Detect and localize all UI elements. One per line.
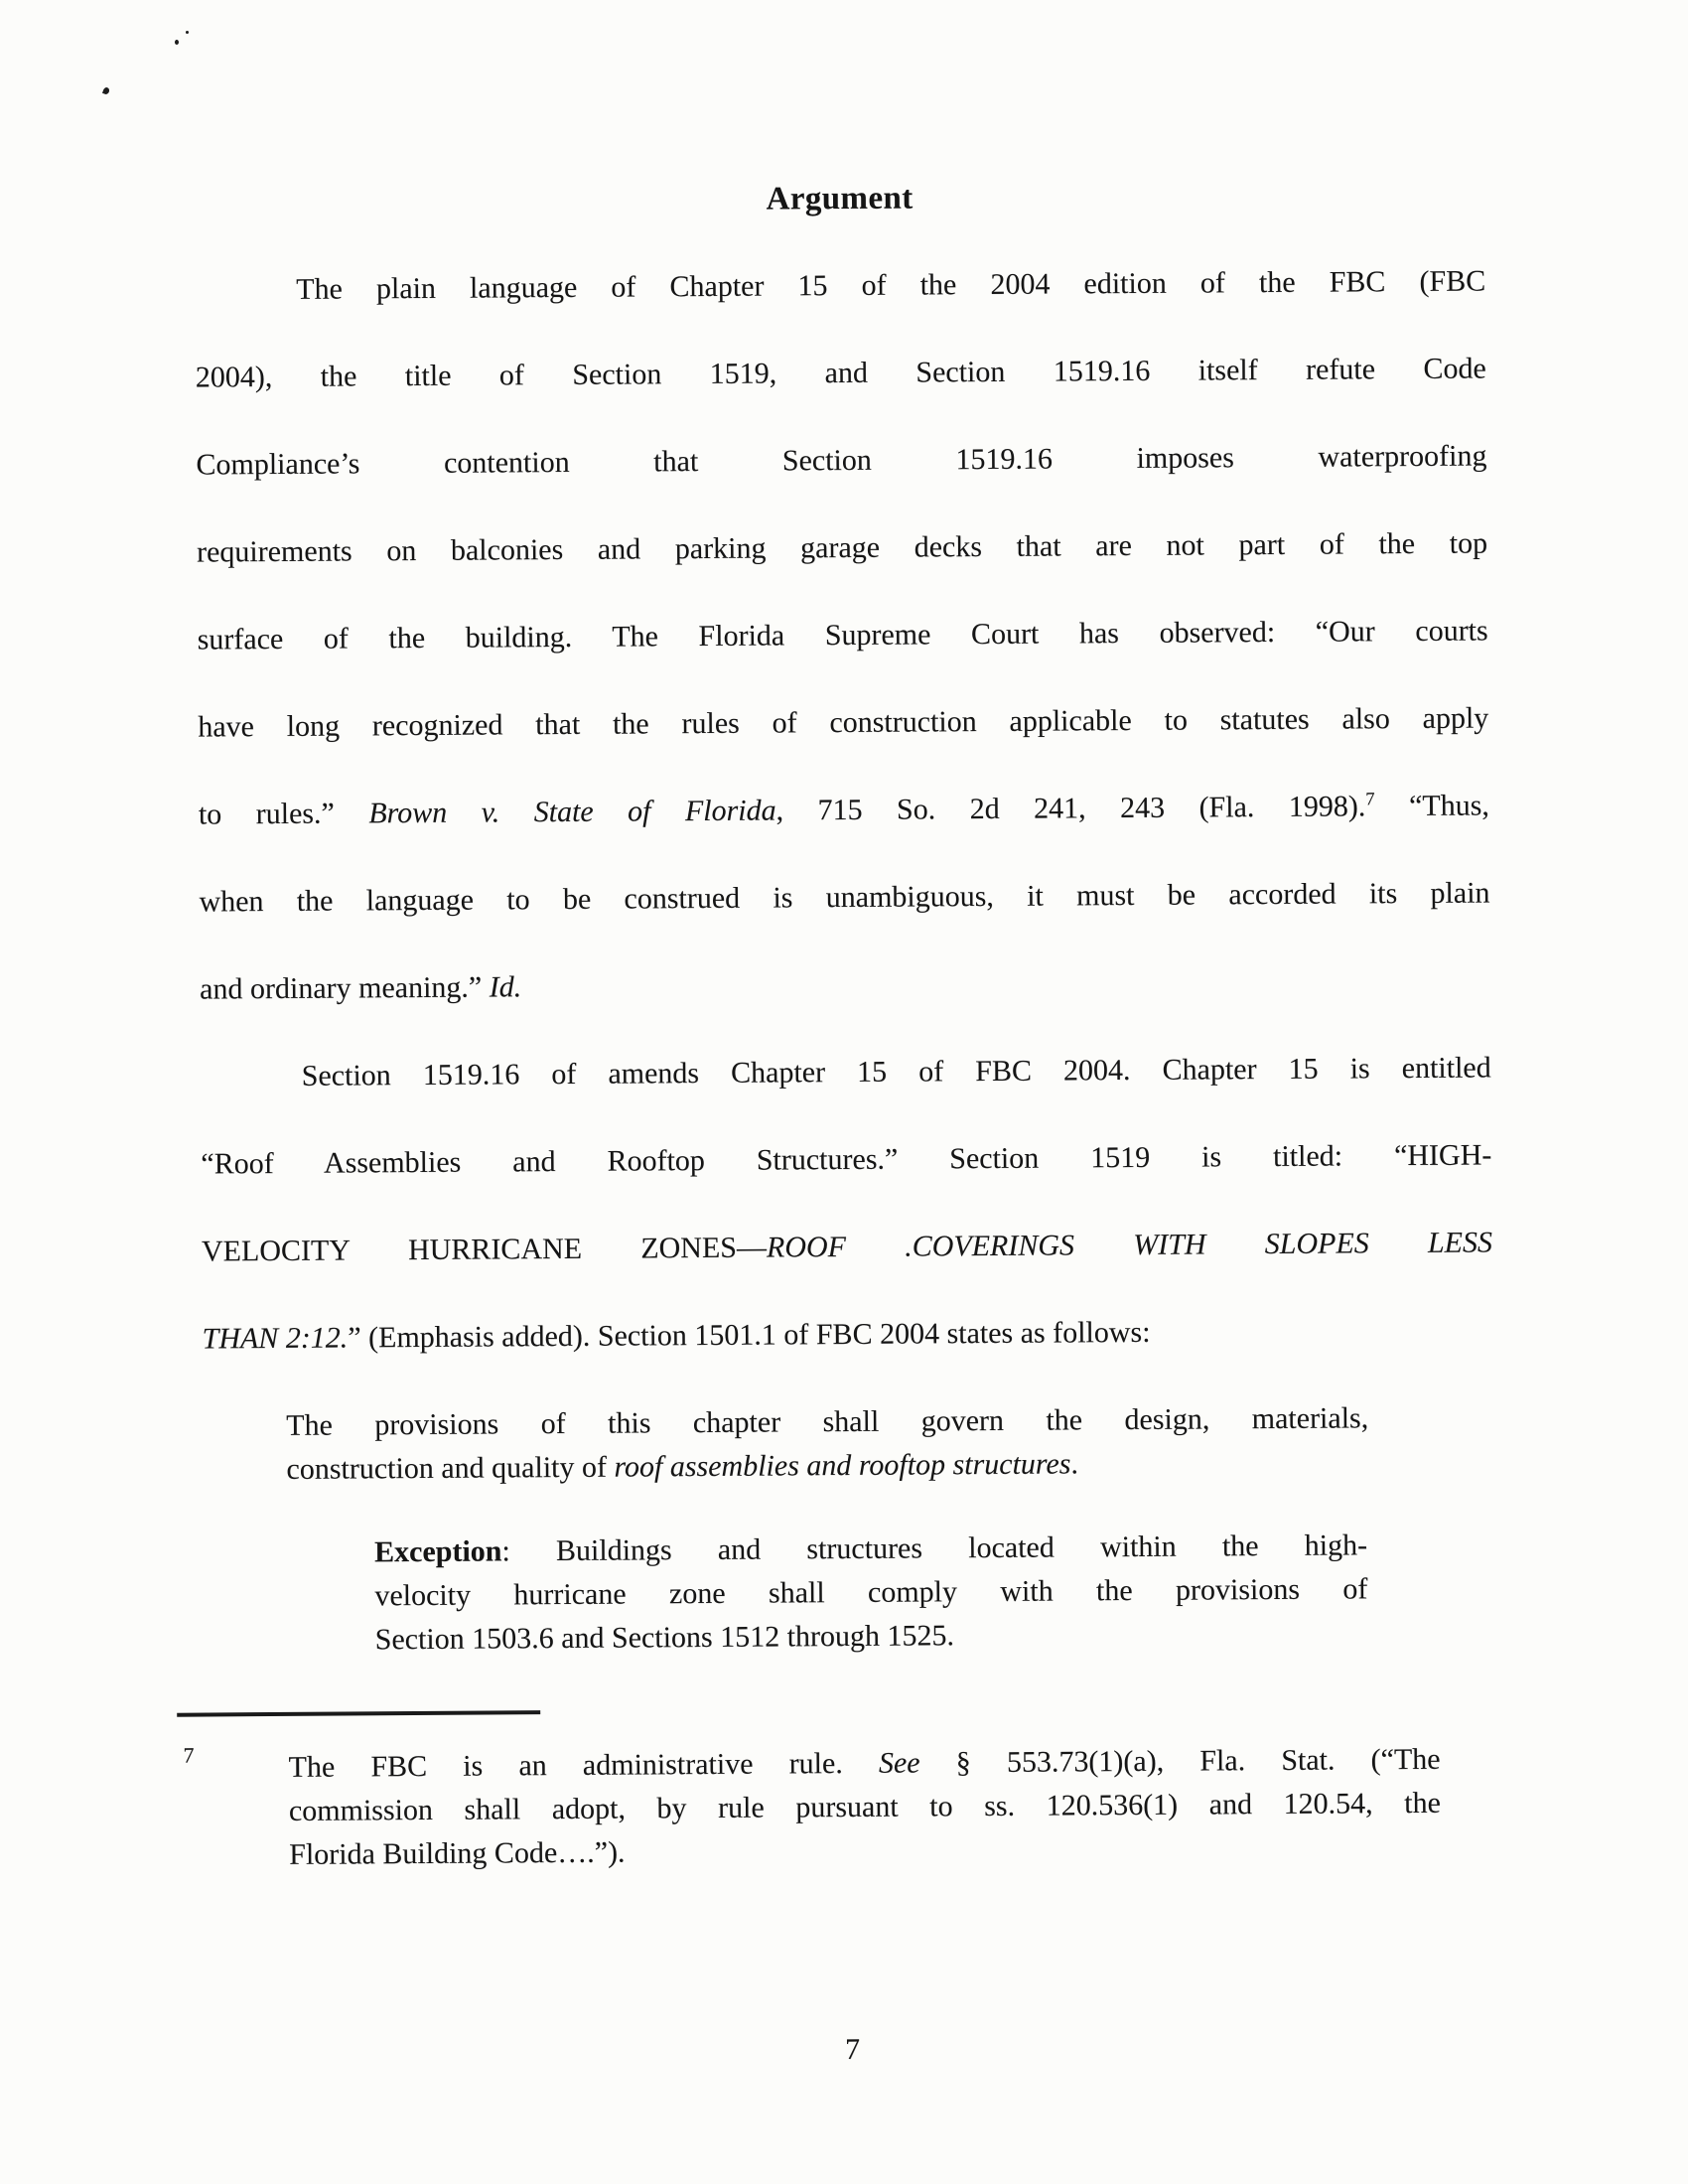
text-run: Section 1519.16 of amends Chapter 15 of FBC 2004. Chapter 15 is entitled bbox=[301, 1051, 1491, 1092]
text-run: Florida Building Code….”). bbox=[289, 1835, 626, 1871]
text-run: commission shall adopt, by rule pursuant to ss. 120.536(1) and 120.54, the bbox=[288, 1786, 1441, 1827]
exception-quote bbox=[374, 1524, 1368, 1662]
text-line bbox=[197, 587, 1488, 683]
text-line bbox=[286, 1440, 1368, 1492]
text-line bbox=[289, 1825, 1441, 1877]
text-run: The FBC is an administrative rule. bbox=[288, 1746, 880, 1784]
text-line bbox=[286, 1396, 1368, 1448]
block-quote bbox=[286, 1396, 1369, 1492]
text-run: : Buildings and structures located within the high- bbox=[501, 1529, 1368, 1568]
page-number: 7 bbox=[844, 2032, 861, 2067]
text-run: requirements on balconies and parking garage decks that are not part of the top bbox=[196, 526, 1488, 569]
text-line bbox=[200, 1024, 1491, 1120]
paragraph-1 bbox=[195, 237, 1490, 1033]
footnote-7 bbox=[183, 1737, 1496, 1877]
text-run: 2004), the title of Section 1519, and Section 1519.16 itself refute Code bbox=[195, 352, 1486, 394]
text-run: VELOCITY HURRICANE ZONES— bbox=[201, 1231, 768, 1268]
text-line bbox=[196, 325, 1487, 421]
text-line bbox=[202, 1286, 1493, 1383]
text-run: Section 1503.6 and Sections 1512 through 1525. bbox=[374, 1619, 955, 1657]
text-line bbox=[199, 849, 1490, 946]
footnote-text bbox=[288, 1738, 1441, 1877]
text-line bbox=[375, 1611, 1368, 1662]
text-run: The provisions of this chapter shall govern the design, materials, bbox=[286, 1401, 1369, 1442]
text-run: , 715 So. 2d 241, 243 (Fla. 1998). bbox=[775, 790, 1366, 827]
text-run: “Thus, bbox=[1374, 789, 1489, 823]
text-run: surface of the building. The Florida Supreme Court has observed: “Our courts bbox=[197, 614, 1488, 656]
text-run: THAN 2:12. bbox=[202, 1321, 349, 1356]
text-run: Exception bbox=[373, 1534, 502, 1569]
text-line bbox=[196, 412, 1487, 509]
text-run: velocity hurricane zone shall comply with the provisions of bbox=[374, 1572, 1368, 1613]
text-line bbox=[289, 1782, 1441, 1833]
text-run: The plain language of Chapter 15 of the 2004 edition of the FBC (FBC bbox=[296, 264, 1486, 306]
text-run: when the language to be construed is unambiguous, it must be accorded its plain bbox=[199, 876, 1490, 919]
text-run: have long recognized that the rules of construction applicable to statutes also apply bbox=[198, 701, 1489, 744]
text-run: construction and quality of bbox=[286, 1450, 615, 1486]
text-line bbox=[197, 500, 1488, 596]
text-line bbox=[374, 1524, 1367, 1574]
text-run: ” (Emphasis added). Section 1501.1 of FBC 2004 states as follows: bbox=[348, 1315, 1151, 1355]
text-run: Brown v. State of Florida bbox=[368, 794, 776, 830]
page-content bbox=[183, 0, 1498, 2077]
text-run: “Roof Assemblies and Rooftop Structures.” Section 1519 is titled: “HIGH- bbox=[201, 1138, 1492, 1181]
text-line bbox=[195, 237, 1486, 334]
text-line bbox=[199, 762, 1490, 858]
scan-speck bbox=[186, 31, 189, 34]
footnote-separator bbox=[177, 1710, 540, 1717]
footnote-number: 7 bbox=[183, 1742, 195, 1768]
text-line bbox=[200, 937, 1491, 1033]
text-line bbox=[201, 1111, 1492, 1208]
text-run: Id. bbox=[489, 970, 522, 1004]
text-line bbox=[202, 1199, 1493, 1295]
text-line bbox=[198, 674, 1489, 771]
footnote-reference: 7 bbox=[1365, 789, 1375, 810]
text-run: Compliance’s contention that Section 1519.16 imposes waterproofing bbox=[196, 439, 1487, 482]
text-run: to rules.” bbox=[198, 797, 369, 831]
scan-speck bbox=[102, 86, 110, 95]
text-run: § 553.73(1)(a), Fla. Stat. (“The bbox=[919, 1742, 1441, 1780]
text-run: and ordinary meaning.” bbox=[199, 970, 490, 1006]
scan-speck bbox=[175, 40, 179, 45]
text-line bbox=[374, 1567, 1367, 1618]
text-run: . bbox=[1070, 1447, 1079, 1481]
text-run: ROOF .COVERINGS WITH SLOPES LESS bbox=[766, 1226, 1493, 1264]
paragraph-2 bbox=[200, 1024, 1492, 1383]
section-heading-argument: Argument bbox=[766, 180, 914, 218]
text-run: roof assemblies and rooftop structures bbox=[614, 1447, 1071, 1484]
text-run: See bbox=[878, 1746, 920, 1780]
